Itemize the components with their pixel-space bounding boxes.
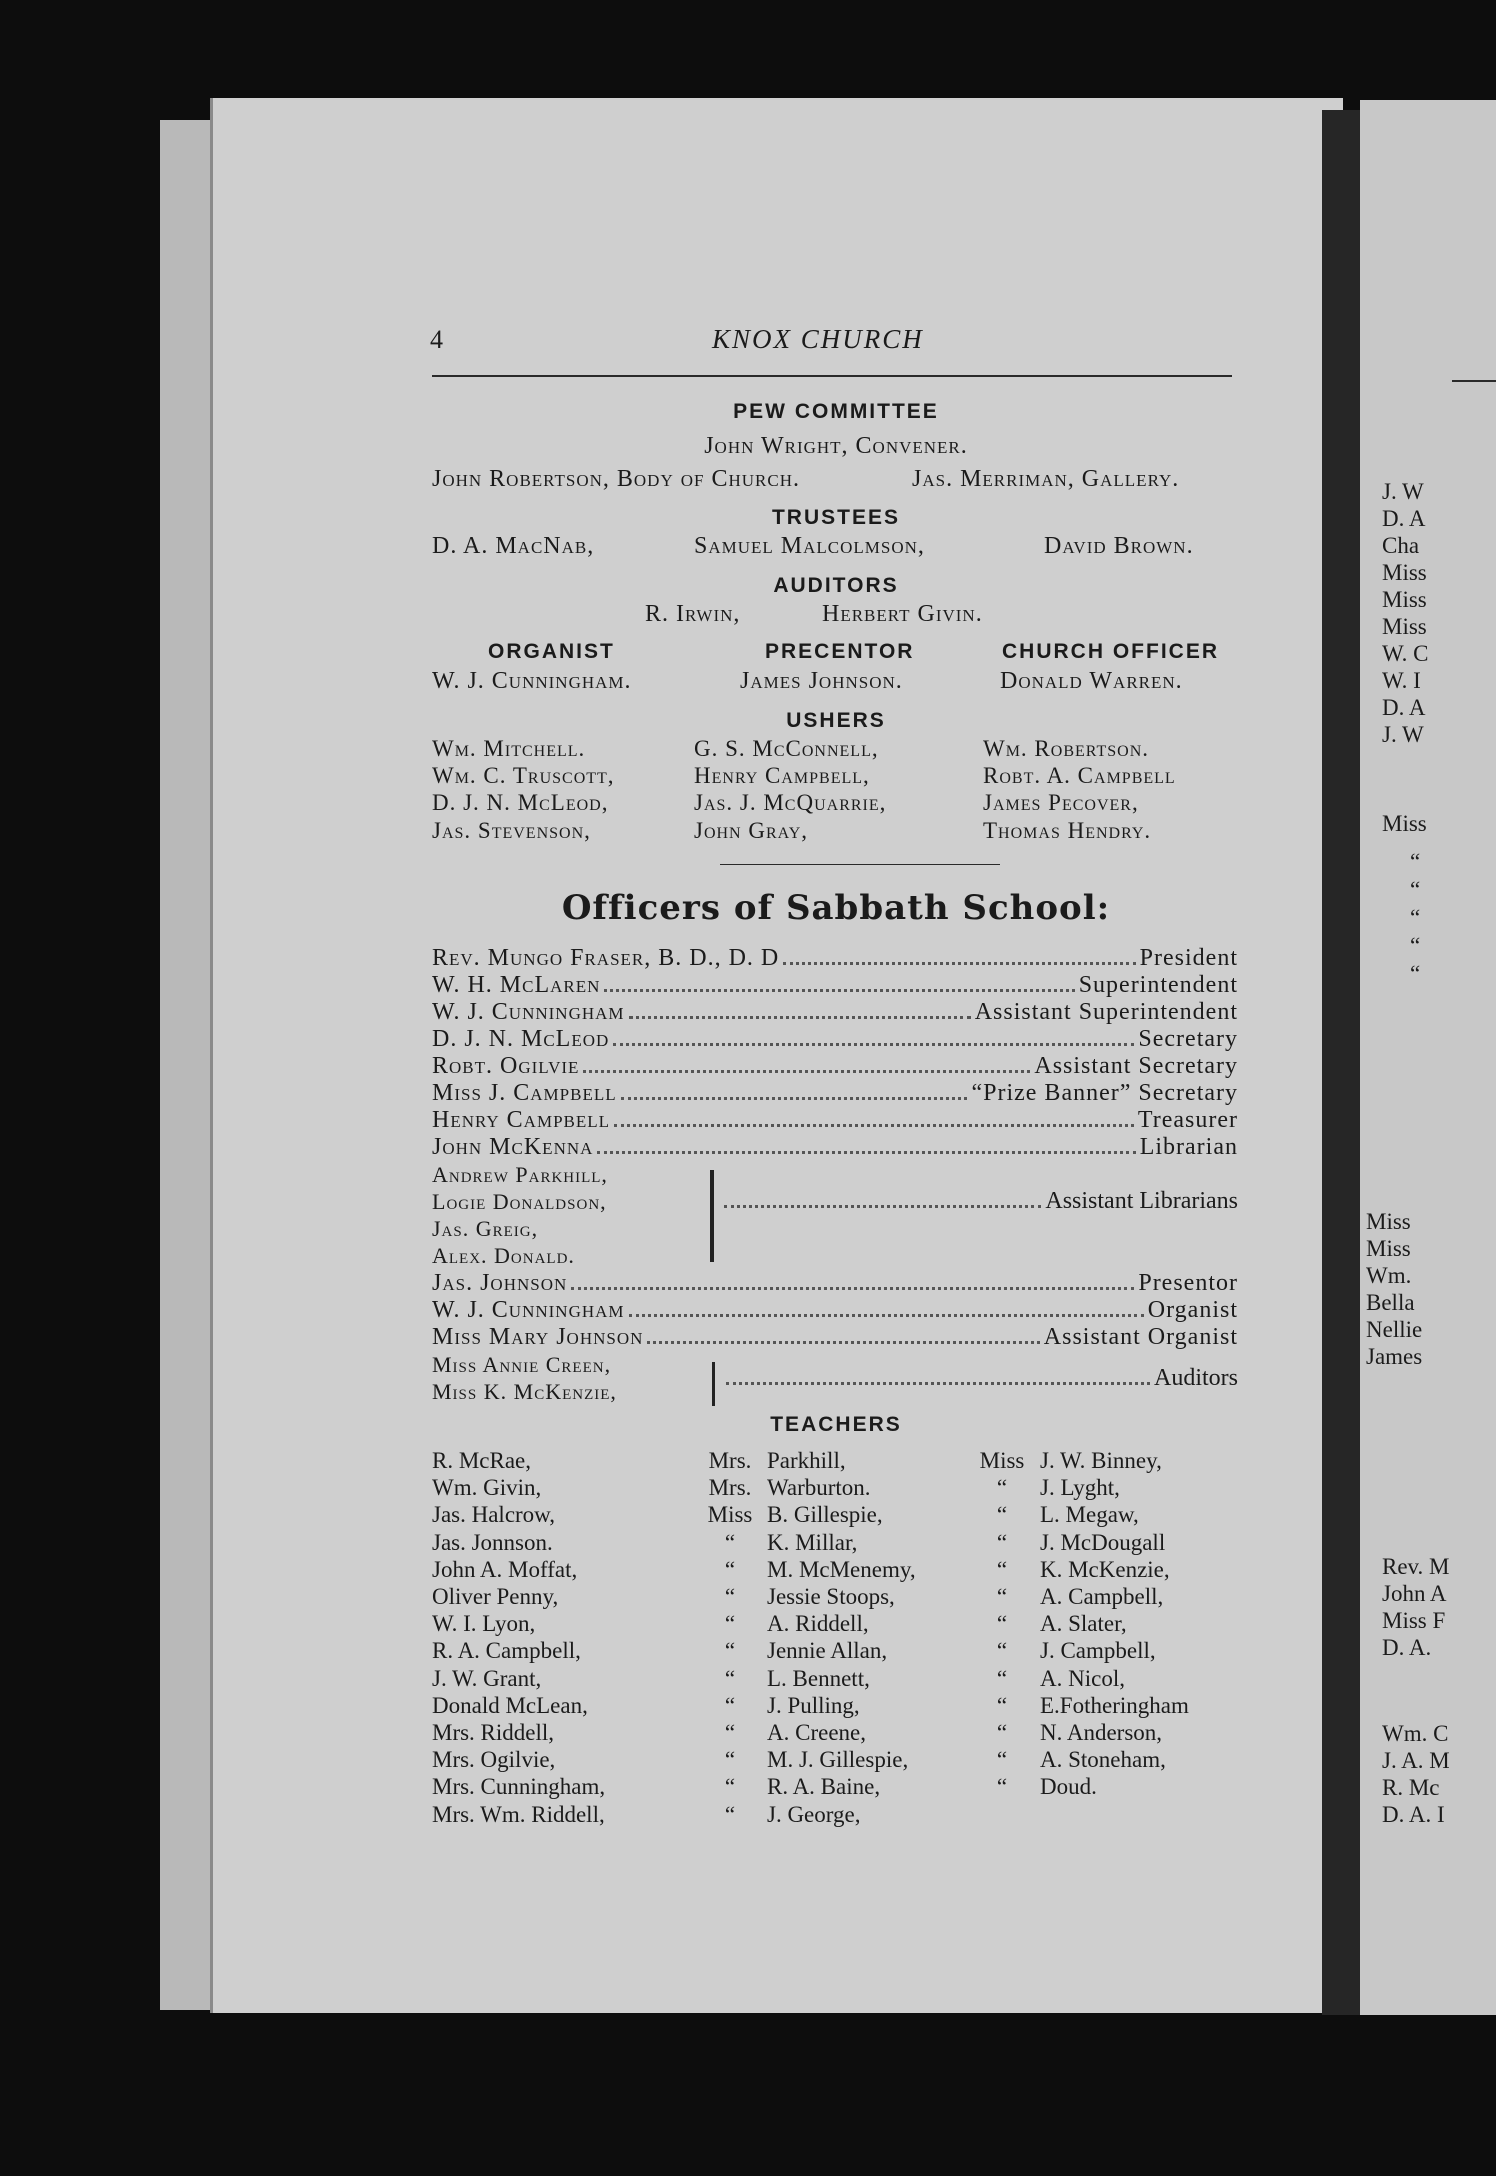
- leader-dots: [604, 989, 1074, 992]
- ditto-mark: “: [996, 1665, 1008, 1691]
- leader-dots: [613, 1043, 1134, 1046]
- ss-officer-role: Organist: [1147, 1297, 1238, 1323]
- teacher-name: A. Stoneham,: [1040, 1747, 1166, 1773]
- teacher-name: J. George,: [767, 1801, 861, 1827]
- fragment: Miss: [1382, 560, 1427, 585]
- teachers-heading: TEACHERS: [770, 1413, 902, 1436]
- teacher-name: Jennie Allan,: [767, 1638, 888, 1664]
- ditto-mark: “: [724, 1774, 736, 1800]
- ss-officer-row: [432, 1026, 1238, 1053]
- ss-officer-name: Miss J. Campbell: [432, 1080, 617, 1106]
- fragment: Wm. C: [1382, 1721, 1449, 1746]
- organist-name: W. J. Cunningham.: [432, 668, 632, 694]
- ss-officer-role: Librarian: [1139, 1134, 1238, 1160]
- ss-officer-name: W. J. Cunningham: [432, 999, 625, 1025]
- adjacent-page-rule: [1452, 380, 1496, 382]
- usher-name: Wm. Mitchell.: [432, 736, 586, 761]
- header-rule: [432, 375, 1232, 377]
- trustee-name: Samuel Malcolmson,: [694, 533, 925, 559]
- teachers-column-3: [1040, 1447, 1189, 1801]
- teachers-column-2-prefix: [700, 1447, 760, 1828]
- teacher-name: A. Nicol,: [1040, 1665, 1125, 1691]
- usher-name: D. J. N. McLeod,: [432, 790, 609, 816]
- leader-dots: [629, 1016, 971, 1019]
- usher-name: Wm. Robertson.: [983, 736, 1150, 761]
- ss-officer-row: [432, 1107, 1238, 1134]
- ushers-column: [432, 735, 615, 844]
- book-spine: [1322, 110, 1360, 2015]
- leader-dots: [571, 1287, 1134, 1290]
- usher-name: Robt. A. Campbell: [983, 763, 1176, 789]
- teacher-name: A. Campbell,: [1040, 1584, 1164, 1610]
- leader-dots: [597, 1151, 1135, 1154]
- ss-auditor-name: Miss K. McKenzie,: [432, 1379, 617, 1404]
- ditto-mark: “: [724, 1611, 736, 1637]
- teacher-name: J. Campbell,: [1040, 1638, 1156, 1664]
- leader-dots: [647, 1341, 1039, 1344]
- teacher-name: Warburton.: [767, 1475, 871, 1501]
- teacher-name: R. A. Campbell,: [432, 1638, 581, 1664]
- leader-dots: [724, 1205, 1041, 1208]
- fragment: Miss: [1382, 614, 1427, 639]
- fragment: D. A. I: [1382, 1802, 1445, 1827]
- ditto-mark: “: [996, 1502, 1008, 1528]
- ss-officer-role: Assistant Organist: [1043, 1324, 1238, 1350]
- usher-name: Thomas Hendry.: [983, 817, 1152, 843]
- teacher-name: A. Riddell,: [767, 1611, 869, 1637]
- leader-dots: [583, 1070, 1030, 1073]
- leader-dots: [726, 1382, 1150, 1385]
- teacher-name: J. W. Grant,: [432, 1665, 542, 1691]
- ditto-mark: “: [996, 1720, 1008, 1746]
- leader-dots: [614, 1124, 1134, 1127]
- ss-officer-name: Henry Campbell: [432, 1107, 611, 1133]
- ss-officer-role: Auditors: [1154, 1365, 1238, 1391]
- fragment: Miss: [1366, 1236, 1411, 1261]
- fragment: Miss F: [1382, 1608, 1446, 1633]
- teacher-name: J. Lyght,: [1040, 1475, 1120, 1501]
- teacher-name: N. Anderson,: [1040, 1720, 1163, 1746]
- trustee-name: D. A. MacNab,: [432, 533, 595, 559]
- teacher-name: Mrs. Riddell,: [432, 1720, 555, 1746]
- teacher-name: Wm. Givin,: [432, 1475, 542, 1501]
- fragment: R. Mc: [1382, 1775, 1440, 1800]
- ss-officer-role: “Prize Banner” Secretary: [971, 1080, 1238, 1106]
- fragment: W. C: [1382, 641, 1429, 666]
- ditto-mark: “: [724, 1720, 736, 1746]
- teacher-name: K. McKenzie,: [1040, 1556, 1170, 1582]
- teacher-name: L. Bennett,: [767, 1665, 870, 1691]
- ditto-mark: “: [724, 1556, 736, 1582]
- pew-committee-heading: PEW COMMITTEE: [733, 400, 939, 423]
- usher-name: Jas. Stevenson,: [432, 817, 591, 843]
- teacher-name: K. Millar,: [767, 1529, 858, 1555]
- ss-officer-row: [432, 1134, 1238, 1161]
- teacher-name: M. McMenemy,: [767, 1556, 916, 1582]
- fragment: Nellie: [1366, 1317, 1423, 1342]
- fragment: Bella: [1366, 1290, 1415, 1315]
- teacher-name: Jas. Jonnson.: [432, 1529, 553, 1555]
- ss-officer-name: John McKenna: [432, 1134, 594, 1160]
- ditto-mark: “: [724, 1638, 736, 1664]
- ditto-mark: “: [724, 1665, 736, 1691]
- teacher-name: Mrs. Cunningham,: [432, 1774, 606, 1800]
- fragment: Rev. M: [1382, 1554, 1450, 1579]
- teacher-name: Oliver Penny,: [432, 1584, 559, 1610]
- organist-heading: ORGANIST: [488, 640, 615, 663]
- leader-dots: [629, 1314, 1144, 1317]
- teacher-name: Mrs. Ogilvie,: [432, 1747, 556, 1773]
- ss-officer-row: [432, 1053, 1238, 1080]
- section-divider: [720, 864, 1000, 865]
- fragment: J. A. M: [1382, 1748, 1450, 1773]
- pew-convener: John Wright, Convener.: [704, 433, 968, 459]
- ss-officer-name: Robt. Ogilvie: [432, 1053, 580, 1079]
- ss-officer-row: [432, 1270, 1238, 1297]
- usher-name: Wm. C. Truscott,: [432, 763, 615, 789]
- ditto-mark: “: [996, 1747, 1008, 1773]
- auditor-name: Herbert Givin.: [822, 601, 983, 627]
- teacher-name: A. Slater,: [1040, 1611, 1127, 1637]
- brace: [710, 1170, 714, 1262]
- teacher-title: Miss: [707, 1502, 753, 1528]
- usher-name: G. S. McConnell,: [694, 736, 879, 761]
- ss-officer-role: Treasurer: [1137, 1107, 1238, 1133]
- ushers-column: [983, 735, 1176, 844]
- ditto-mark: “: [724, 1529, 736, 1555]
- teachers-column-2: [767, 1447, 916, 1828]
- librarian-name: Logie Donaldson,: [432, 1189, 607, 1214]
- ss-officer-row: [432, 1080, 1238, 1107]
- teacher-title: Mrs.: [708, 1448, 752, 1473]
- ss-officer-name: D. J. N. McLeod: [432, 1026, 610, 1052]
- ushers-column: [694, 735, 886, 844]
- fragment: “: [1410, 933, 1421, 958]
- librarian-name: Alex. Donald.: [432, 1243, 575, 1268]
- fragment: Miss: [1382, 587, 1427, 612]
- church-officer-heading: CHURCH OFFICER: [1002, 640, 1219, 663]
- trustees-heading: TRUSTEES: [771, 506, 900, 529]
- auditor-name: R. Irwin,: [645, 601, 741, 627]
- ditto-mark: “: [996, 1611, 1008, 1637]
- teacher-name: Donald McLean,: [432, 1692, 588, 1718]
- ditto-mark: “: [996, 1774, 1008, 1800]
- teacher-name: R. McRae,: [432, 1448, 532, 1473]
- librarian-name: Andrew Parkhill,: [432, 1162, 608, 1187]
- assistant-librarians: [432, 1161, 608, 1269]
- ss-officer-role: Assistant Librarians: [1045, 1188, 1238, 1214]
- brace: [712, 1362, 715, 1406]
- teacher-name: W. I. Lyon,: [432, 1611, 536, 1637]
- leader-dots: [621, 1097, 968, 1100]
- fragment: J. W: [1382, 722, 1424, 747]
- teacher-title: Mrs.: [708, 1475, 752, 1501]
- leader-dots: [783, 962, 1135, 965]
- usher-name: James Pecover,: [983, 790, 1139, 816]
- ss-officer-row: [432, 1297, 1238, 1324]
- auditors-heading: AUDITORS: [773, 574, 899, 597]
- teacher-name: Doud.: [1040, 1774, 1097, 1800]
- ss-officer-row: [432, 972, 1238, 999]
- ss-officer-name: Jas. Johnson: [432, 1270, 568, 1296]
- ditto-mark: “: [724, 1801, 736, 1827]
- teacher-name: L. Megaw,: [1040, 1502, 1139, 1528]
- fragment: Miss: [1382, 811, 1427, 836]
- ss-officer-name: W. H. McLaren: [432, 972, 601, 998]
- fragment: D. A: [1382, 695, 1426, 720]
- fragment: D. A: [1382, 506, 1426, 531]
- teachers-column-1: [432, 1447, 605, 1828]
- ss-officer-name: W. J. Cunningham: [432, 1297, 625, 1323]
- ditto-mark: “: [724, 1584, 736, 1610]
- ss-officer-role: Presentor: [1138, 1270, 1238, 1296]
- pew-body: John Robertson, Body of Church.: [432, 466, 800, 492]
- sabbath-school-heading: Officers of Sabbath School:: [561, 888, 1111, 928]
- usher-name: John Gray,: [694, 817, 809, 843]
- fragment: “: [1410, 905, 1421, 930]
- ushers-heading: USHERS: [786, 709, 886, 732]
- pew-gallery: Jas. Merriman, Gallery.: [912, 466, 1180, 492]
- trustee-name: David Brown.: [1044, 533, 1194, 559]
- ss-officer-name: Miss Mary Johnson: [432, 1324, 644, 1350]
- teacher-name: J. McDougall: [1040, 1529, 1166, 1555]
- teacher-title: Miss: [979, 1448, 1025, 1473]
- ss-officer-row: [432, 945, 1238, 972]
- page-number: 4: [430, 325, 443, 354]
- running-head: KNOX CHURCH: [712, 324, 924, 354]
- usher-name: Jas. J. McQuarrie,: [694, 790, 887, 816]
- precentor-name: James Johnson.: [740, 668, 903, 694]
- fragment: “: [1410, 849, 1421, 874]
- fragment: James: [1366, 1344, 1423, 1369]
- ditto-mark: “: [996, 1475, 1008, 1501]
- fragment: D. A.: [1382, 1635, 1432, 1660]
- precentor-heading: PRECENTOR: [765, 640, 915, 663]
- teacher-name: E.Fotheringham: [1040, 1692, 1189, 1718]
- teachers-column-3-prefix: [972, 1447, 1032, 1801]
- ss-officer-row: [720, 1188, 1238, 1215]
- ditto-mark: “: [996, 1556, 1008, 1582]
- teacher-name: B. Gillespie,: [767, 1502, 883, 1528]
- fragment: Wm.: [1366, 1263, 1412, 1288]
- teacher-name: J. Pulling,: [767, 1692, 860, 1718]
- teacher-name: Jas. Halcrow,: [432, 1502, 556, 1528]
- teacher-name: J. W. Binney,: [1040, 1448, 1162, 1473]
- ditto-mark: “: [724, 1692, 736, 1718]
- fragment: J. W: [1382, 479, 1424, 504]
- teacher-name: M. J. Gillespie,: [767, 1747, 909, 1773]
- ss-officer-role: Superintendent: [1078, 972, 1238, 998]
- teacher-name: John A. Moffat,: [432, 1556, 578, 1582]
- ss-auditors: [432, 1351, 617, 1405]
- ss-officer-role: President: [1139, 945, 1238, 971]
- teacher-name: Jessie Stoops,: [767, 1584, 895, 1610]
- fragment: “: [1410, 961, 1421, 986]
- fragment: Miss: [1366, 1209, 1411, 1234]
- ss-officer-row: [432, 1324, 1238, 1351]
- teacher-name: Parkhill,: [767, 1448, 846, 1473]
- ditto-mark: “: [996, 1638, 1008, 1664]
- teacher-name: R. A. Baine,: [767, 1774, 881, 1800]
- ss-auditor-name: Miss Annie Creen,: [432, 1352, 612, 1377]
- usher-name: Henry Campbell,: [694, 763, 870, 789]
- ditto-mark: “: [996, 1692, 1008, 1718]
- ss-officer-row: [722, 1365, 1238, 1392]
- ss-officer-role: Assistant Superintendent: [974, 999, 1238, 1025]
- ss-officer-name: Rev. Mungo Fraser, B. D., D. D: [432, 945, 780, 971]
- fragment: John A: [1382, 1581, 1447, 1606]
- teacher-name: A. Creene,: [767, 1720, 866, 1746]
- ss-officer-row: [432, 999, 1238, 1026]
- fragment: Cha: [1382, 533, 1420, 558]
- adjacent-page: [1360, 100, 1496, 2015]
- librarian-name: Jas. Greig,: [432, 1216, 539, 1241]
- ditto-mark: “: [724, 1747, 736, 1773]
- ditto-mark: “: [996, 1529, 1008, 1555]
- ss-officer-role: Assistant Secretary: [1034, 1053, 1238, 1079]
- ditto-mark: “: [996, 1584, 1008, 1610]
- teacher-name: Mrs. Wm. Riddell,: [432, 1801, 605, 1827]
- church-officer-name: Donald Warren.: [1000, 668, 1183, 694]
- fragment: “: [1410, 877, 1421, 902]
- ss-officer-role: Secretary: [1138, 1026, 1238, 1052]
- fragment: W. I: [1382, 668, 1421, 693]
